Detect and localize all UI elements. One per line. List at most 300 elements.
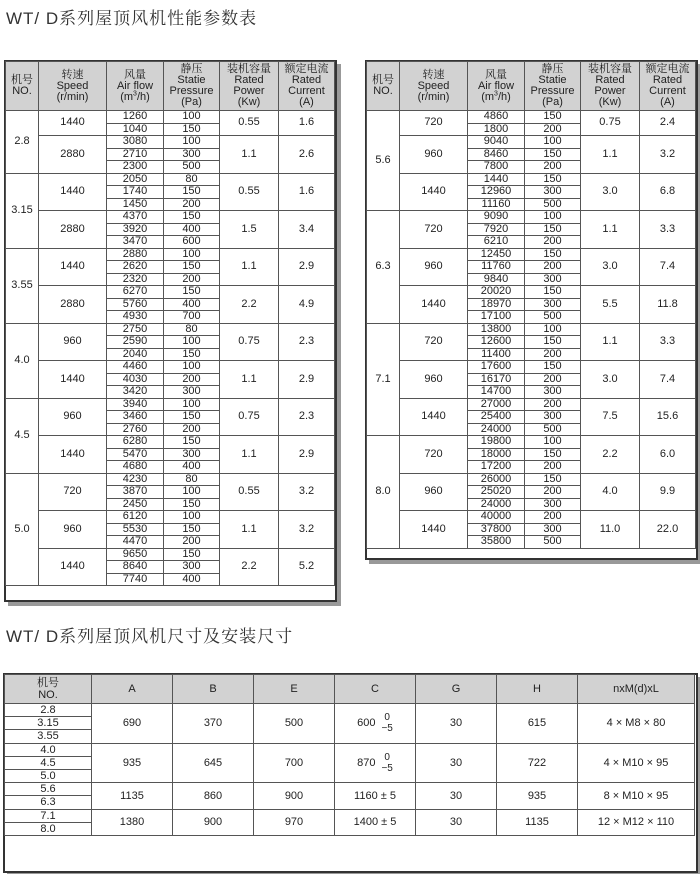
- speed-cell: 960: [400, 248, 468, 286]
- pressure-cell: 400: [164, 223, 220, 236]
- pressure-cell: 100: [164, 511, 220, 524]
- airflow-cell: 11760: [468, 261, 525, 274]
- power-cell: 1.1: [220, 361, 279, 399]
- airflow-cell: 26000: [468, 473, 525, 486]
- pressure-cell: 300: [525, 386, 581, 399]
- power-cell: 0.55: [220, 111, 279, 136]
- table-row: [367, 398, 696, 411]
- header-no-line: 机号: [372, 74, 394, 86]
- airflow-cell: 12450: [468, 248, 525, 261]
- model-no-cell: 6.3: [367, 211, 400, 324]
- current-cell: 3.2: [640, 136, 696, 174]
- speed-cell: 960: [400, 136, 468, 174]
- install-g-cell: 30: [416, 809, 497, 835]
- header-speed-line: (r/min): [56, 90, 89, 103]
- pressure-cell: 300: [525, 273, 581, 286]
- header-power-line: Rated: [234, 74, 264, 86]
- table-row: [5, 743, 695, 756]
- airflow-cell: 5470: [107, 448, 164, 461]
- airflow-cell: 2300: [107, 161, 164, 174]
- pressure-cell: 150: [164, 548, 220, 561]
- pressure-cell: 200: [525, 161, 581, 174]
- current-cell: 2.6: [279, 136, 335, 174]
- airflow-cell: 1450: [107, 198, 164, 211]
- power-cell: 1.1: [220, 511, 279, 549]
- pressure-cell: 200: [164, 373, 220, 386]
- current-cell: 11.8: [640, 286, 696, 324]
- installation-table: [4, 674, 695, 836]
- pressure-cell: 150: [525, 361, 581, 374]
- pressure-cell: 150: [525, 223, 581, 236]
- table-row: [367, 323, 696, 336]
- speed-cell: 1440: [39, 361, 107, 399]
- pressure-cell: 300: [525, 498, 581, 511]
- table-row: [6, 436, 335, 449]
- pressure-cell: 200: [525, 348, 581, 361]
- header-pressure-line: Pressure: [530, 85, 575, 97]
- header-power: [581, 62, 640, 111]
- current-cell: 1.6: [279, 173, 335, 211]
- airflow-cell: 3920: [107, 223, 164, 236]
- perf-header-row: [367, 62, 696, 111]
- current-cell: 2.4: [640, 111, 696, 136]
- pressure-cell: 300: [164, 448, 220, 461]
- current-cell: 2.3: [279, 398, 335, 436]
- header-current-line: Rated: [652, 74, 683, 86]
- speed-cell: 2880: [39, 286, 107, 324]
- performance-table-left: [5, 61, 335, 586]
- airflow-cell: 6120: [107, 511, 164, 524]
- pressure-cell: 300: [525, 411, 581, 424]
- airflow-cell: 3940: [107, 398, 164, 411]
- airflow-cell: 4370: [107, 211, 164, 224]
- airflow-cell: 1260: [107, 111, 164, 124]
- header-power-line: (Kw): [598, 96, 622, 108]
- model-no-cell: 7.1: [367, 323, 400, 436]
- current-cell: 3.3: [640, 211, 696, 249]
- airflow-cell: 3420: [107, 386, 164, 399]
- pressure-cell: 700: [164, 311, 220, 324]
- airflow-cell: 1440: [468, 173, 525, 186]
- install-e-cell: 970: [254, 809, 335, 835]
- install-a-cell: 1135: [92, 783, 173, 809]
- current-cell: 3.2: [279, 473, 335, 511]
- install-b-cell: 370: [173, 704, 254, 744]
- header-airflow-unit: [481, 91, 511, 103]
- header-airflow-unit-pre: (m: [481, 90, 495, 103]
- airflow-cell: 19800: [468, 436, 525, 449]
- airflow-cell: 9090: [468, 211, 525, 224]
- header-airflow-unit-post: /h): [497, 90, 511, 103]
- header-pressure-line: 静压: [180, 63, 203, 75]
- perf-header: [367, 62, 696, 111]
- pressure-cell: 150: [164, 123, 220, 136]
- perf-body: [6, 111, 335, 586]
- install-header-c: C: [335, 675, 416, 704]
- install-h-cell: 722: [497, 743, 578, 783]
- header-pressure-line: Statie: [177, 74, 206, 86]
- pressure-cell: 150: [164, 286, 220, 299]
- current-cell: 6.8: [640, 173, 696, 211]
- current-cell: 9.9: [640, 473, 696, 511]
- table-row: [6, 173, 335, 186]
- airflow-cell: 7800: [468, 161, 525, 174]
- install-e-cell: 500: [254, 704, 335, 744]
- pressure-cell: 80: [164, 173, 220, 186]
- pressure-cell: 150: [164, 436, 220, 449]
- install-a-cell: 690: [92, 704, 173, 744]
- airflow-cell: 2620: [107, 261, 164, 274]
- pressure-cell: 500: [164, 161, 220, 174]
- table-row: [367, 211, 696, 224]
- install-b-cell: 645: [173, 743, 254, 783]
- current-cell: 2.9: [279, 361, 335, 399]
- header-no-line: 机号: [11, 74, 33, 86]
- header-airflow-unit-sup: 3: [494, 89, 498, 97]
- pressure-cell: 150: [164, 411, 220, 424]
- speed-cell: 720: [400, 211, 468, 249]
- table-row: [367, 361, 696, 374]
- table-row: [5, 809, 695, 822]
- header-airflow-unit: [120, 91, 150, 103]
- airflow-cell: 6210: [468, 236, 525, 249]
- pressure-cell: 100: [164, 361, 220, 374]
- header-airflow-unit-post: /h): [136, 90, 150, 103]
- header-power-line: (Kw): [237, 96, 261, 108]
- performance-title: WT/ D系列屋顶风机性能参数表: [6, 9, 258, 28]
- header-current: [640, 62, 696, 111]
- current-cell: 2.3: [279, 323, 335, 361]
- header-speed-line: 转速: [422, 68, 445, 81]
- perf-header-row: [6, 62, 335, 111]
- tolerance-lower: −5: [381, 762, 393, 774]
- table-row: [367, 436, 696, 449]
- header-no-line: NO.: [373, 85, 393, 97]
- airflow-cell: 2320: [107, 273, 164, 286]
- airflow-cell: 40000: [468, 511, 525, 524]
- pressure-cell: 100: [164, 136, 220, 149]
- power-cell: 1.1: [581, 136, 640, 174]
- install-c-cell: 1400 ± 5: [335, 809, 416, 835]
- power-cell: 1.1: [220, 248, 279, 286]
- header-pressure: [525, 62, 581, 111]
- install-nxm-cell: 4 × M10 × 95: [578, 743, 695, 783]
- airflow-cell: 18970: [468, 298, 525, 311]
- pressure-cell: 500: [525, 198, 581, 211]
- install-header-e: E: [254, 675, 335, 704]
- airflow-cell: 4470: [107, 536, 164, 549]
- table-row: [6, 398, 335, 411]
- header-pressure-line: 静压: [541, 63, 564, 75]
- airflow-cell: 3460: [107, 411, 164, 424]
- header-power-line: Power: [233, 85, 265, 97]
- airflow-cell: 4460: [107, 361, 164, 374]
- power-cell: 1.1: [220, 136, 279, 174]
- install-header-no: [5, 675, 92, 704]
- perf-header: [6, 62, 335, 111]
- airflow-cell: 2050: [107, 173, 164, 186]
- install-nxm-cell: 4 × M8 × 80: [578, 704, 695, 744]
- tolerance-lower: −5: [381, 723, 393, 735]
- speed-cell: 720: [400, 436, 468, 474]
- pressure-cell: 100: [164, 111, 220, 124]
- install-g-cell: 30: [416, 783, 497, 809]
- airflow-cell: 25020: [468, 486, 525, 499]
- airflow-cell: 37800: [468, 523, 525, 536]
- install-no-cell: 8.0: [5, 822, 92, 835]
- pressure-cell: 300: [164, 148, 220, 161]
- table-row: [6, 511, 335, 524]
- header-pressure-line: (Pa): [542, 96, 563, 108]
- header-no-cn: 机号: [37, 677, 59, 689]
- speed-cell: 1440: [400, 511, 468, 549]
- table-row: [367, 286, 696, 299]
- pressure-cell: 300: [525, 523, 581, 536]
- current-cell: 4.9: [279, 286, 335, 324]
- header-current-line: Current: [288, 85, 325, 97]
- airflow-cell: 8640: [107, 561, 164, 574]
- speed-cell: 1440: [400, 173, 468, 211]
- table-row: [367, 111, 696, 124]
- speed-cell: 960: [39, 511, 107, 549]
- airflow-cell: 1800: [468, 123, 525, 136]
- airflow-cell: 24000: [468, 423, 525, 436]
- current-cell: 5.2: [279, 548, 335, 586]
- header-airflow-unit-pre: (m: [120, 90, 134, 103]
- speed-cell: 1440: [39, 173, 107, 211]
- model-no-cell: 2.8: [6, 111, 39, 174]
- airflow-cell: 2590: [107, 336, 164, 349]
- perf-body: [367, 111, 696, 549]
- airflow-cell: 25400: [468, 411, 525, 424]
- current-cell: 22.0: [640, 511, 696, 549]
- install-header-g: G: [416, 675, 497, 704]
- current-cell: 1.6: [279, 111, 335, 136]
- airflow-cell: 12600: [468, 336, 525, 349]
- c-value: 600: [357, 717, 376, 730]
- airflow-cell: 9040: [468, 136, 525, 149]
- airflow-cell: 4680: [107, 461, 164, 474]
- install-header-nxm: nxM(d)xL: [578, 675, 695, 704]
- header-airflow-unit-sup: 3: [133, 89, 137, 97]
- pressure-cell: 80: [164, 323, 220, 336]
- speed-cell: 720: [400, 111, 468, 136]
- install-h-cell: 1135: [497, 809, 578, 835]
- power-cell: 0.55: [220, 173, 279, 211]
- model-no-cell: 5.6: [367, 111, 400, 211]
- airflow-cell: 24000: [468, 498, 525, 511]
- speed-cell: 720: [39, 473, 107, 511]
- power-cell: 2.2: [220, 286, 279, 324]
- airflow-cell: 6280: [107, 436, 164, 449]
- model-no-cell: 4.0: [6, 323, 39, 398]
- pressure-cell: 150: [164, 498, 220, 511]
- current-cell: 15.6: [640, 398, 696, 436]
- pressure-cell: 100: [164, 336, 220, 349]
- header-airflow: [468, 62, 525, 111]
- install-a-cell: 935: [92, 743, 173, 783]
- airflow-cell: 12960: [468, 186, 525, 199]
- header-speed: [39, 62, 107, 111]
- pressure-cell: 150: [525, 336, 581, 349]
- header-pressure-line: Pressure: [169, 85, 214, 97]
- install-b-cell: 900: [173, 809, 254, 835]
- install-g-cell: 30: [416, 743, 497, 783]
- install-no-cell: 3.15: [5, 717, 92, 730]
- header-airflow-line: Air flow: [477, 79, 515, 92]
- power-cell: 3.0: [581, 173, 640, 211]
- pressure-cell: 500: [525, 423, 581, 436]
- current-cell: 3.4: [279, 211, 335, 249]
- power-cell: 1.1: [220, 436, 279, 474]
- header-power-line: 装机容量: [227, 63, 271, 75]
- header-no: [367, 62, 400, 111]
- pressure-cell: 100: [164, 486, 220, 499]
- pressure-cell: 100: [525, 211, 581, 224]
- airflow-cell: 2760: [107, 423, 164, 436]
- speed-cell: 1440: [39, 248, 107, 286]
- airflow-cell: 2710: [107, 148, 164, 161]
- airflow-cell: 27000: [468, 398, 525, 411]
- pressure-cell: 150: [164, 186, 220, 199]
- table-row: [367, 173, 696, 186]
- airflow-cell: 3870: [107, 486, 164, 499]
- airflow-cell: 17100: [468, 311, 525, 324]
- table-row: [6, 211, 335, 224]
- install-no-cell: 6.3: [5, 796, 92, 809]
- header-current-line: 额定电流: [284, 63, 329, 75]
- power-cell: 2.2: [220, 548, 279, 586]
- airflow-cell: 5530: [107, 523, 164, 536]
- model-no-cell: 3.55: [6, 248, 39, 323]
- pressure-cell: 150: [525, 148, 581, 161]
- header-no-en: NO.: [38, 689, 58, 701]
- power-cell: 2.2: [581, 436, 640, 474]
- install-header-a: A: [92, 675, 173, 704]
- install-header-b: B: [173, 675, 254, 704]
- power-cell: 0.55: [220, 473, 279, 511]
- power-cell: 5.5: [581, 286, 640, 324]
- tolerance-upper: 0: [384, 712, 390, 724]
- power-cell: 0.75: [220, 323, 279, 361]
- install-a-cell: 1380: [92, 809, 173, 835]
- header-pressure: [164, 62, 220, 111]
- power-cell: 3.0: [581, 248, 640, 286]
- install-h-cell: 615: [497, 704, 578, 744]
- airflow-cell: 9840: [468, 273, 525, 286]
- pressure-cell: 200: [525, 511, 581, 524]
- table-row: [367, 248, 696, 261]
- install-c-cell: 1160 ± 5: [335, 783, 416, 809]
- install-no-cell: 5.6: [5, 783, 92, 796]
- power-cell: 11.0: [581, 511, 640, 549]
- install-no-cell: 4.5: [5, 756, 92, 769]
- power-cell: 1.5: [220, 211, 279, 249]
- header-airflow-line: Air flow: [116, 79, 154, 92]
- airflow-cell: 11400: [468, 348, 525, 361]
- airflow-cell: 2880: [107, 248, 164, 261]
- table-row: [5, 783, 695, 796]
- airflow-cell: 20020: [468, 286, 525, 299]
- header-power: [220, 62, 279, 111]
- pressure-cell: 300: [164, 561, 220, 574]
- header-airflow-line: 风量: [485, 68, 507, 81]
- header-speed-line: Speed: [417, 79, 450, 92]
- speed-cell: 1440: [400, 286, 468, 324]
- pressure-cell: 150: [525, 286, 581, 299]
- airflow-cell: 4030: [107, 373, 164, 386]
- table-row: [6, 111, 335, 124]
- header-speed: [400, 62, 468, 111]
- pressure-cell: 200: [164, 536, 220, 549]
- header-speed-line: 转速: [61, 68, 84, 81]
- airflow-cell: 1740: [107, 186, 164, 199]
- header-current: [279, 62, 335, 111]
- pressure-cell: 600: [164, 236, 220, 249]
- power-cell: 1.1: [581, 323, 640, 361]
- header-current-line: 额定电流: [645, 63, 690, 75]
- airflow-cell: 2040: [107, 348, 164, 361]
- model-no-cell: 3.15: [6, 173, 39, 248]
- install-c-cell: [335, 743, 416, 783]
- install-no-cell: 4.0: [5, 743, 92, 756]
- pressure-cell: 400: [164, 573, 220, 586]
- install-h-cell: 935: [497, 783, 578, 809]
- current-cell: 3.2: [279, 511, 335, 549]
- airflow-cell: 4930: [107, 311, 164, 324]
- speed-cell: 2880: [39, 136, 107, 174]
- airflow-cell: 4860: [468, 111, 525, 124]
- pressure-cell: 150: [525, 173, 581, 186]
- table-row: [6, 548, 335, 561]
- pressure-cell: 200: [164, 423, 220, 436]
- pressure-cell: 150: [164, 523, 220, 536]
- header-airflow: [107, 62, 164, 111]
- airflow-cell: 7920: [468, 223, 525, 236]
- pressure-cell: 150: [164, 261, 220, 274]
- pressure-cell: 100: [525, 323, 581, 336]
- install-body: [5, 704, 695, 836]
- pressure-cell: 100: [525, 136, 581, 149]
- pressure-cell: 150: [525, 448, 581, 461]
- airflow-cell: 1040: [107, 123, 164, 136]
- current-cell: 2.9: [279, 248, 335, 286]
- airflow-cell: 11160: [468, 198, 525, 211]
- power-cell: 4.0: [581, 473, 640, 511]
- install-header-h: H: [497, 675, 578, 704]
- pressure-cell: 80: [164, 473, 220, 486]
- pressure-cell: 200: [525, 123, 581, 136]
- airflow-cell: 35800: [468, 536, 525, 549]
- install-nxm-cell: 12 × M12 × 110: [578, 809, 695, 835]
- power-cell: 3.0: [581, 361, 640, 399]
- airflow-cell: 3470: [107, 236, 164, 249]
- header-airflow-line: 风量: [124, 68, 146, 81]
- speed-cell: 1440: [39, 436, 107, 474]
- table-row: [6, 286, 335, 299]
- power-cell: 7.5: [581, 398, 640, 436]
- pressure-cell: 400: [164, 461, 220, 474]
- speed-cell: 960: [39, 398, 107, 436]
- speed-cell: 960: [400, 361, 468, 399]
- header-speed-line: (r/min): [417, 90, 450, 103]
- header-no-line: NO.: [12, 85, 32, 97]
- install-no-cell: 7.1: [5, 809, 92, 822]
- tolerance-upper: 0: [384, 751, 390, 763]
- speed-cell: 2880: [39, 211, 107, 249]
- airflow-cell: 8460: [468, 148, 525, 161]
- model-no-cell: 5.0: [6, 473, 39, 586]
